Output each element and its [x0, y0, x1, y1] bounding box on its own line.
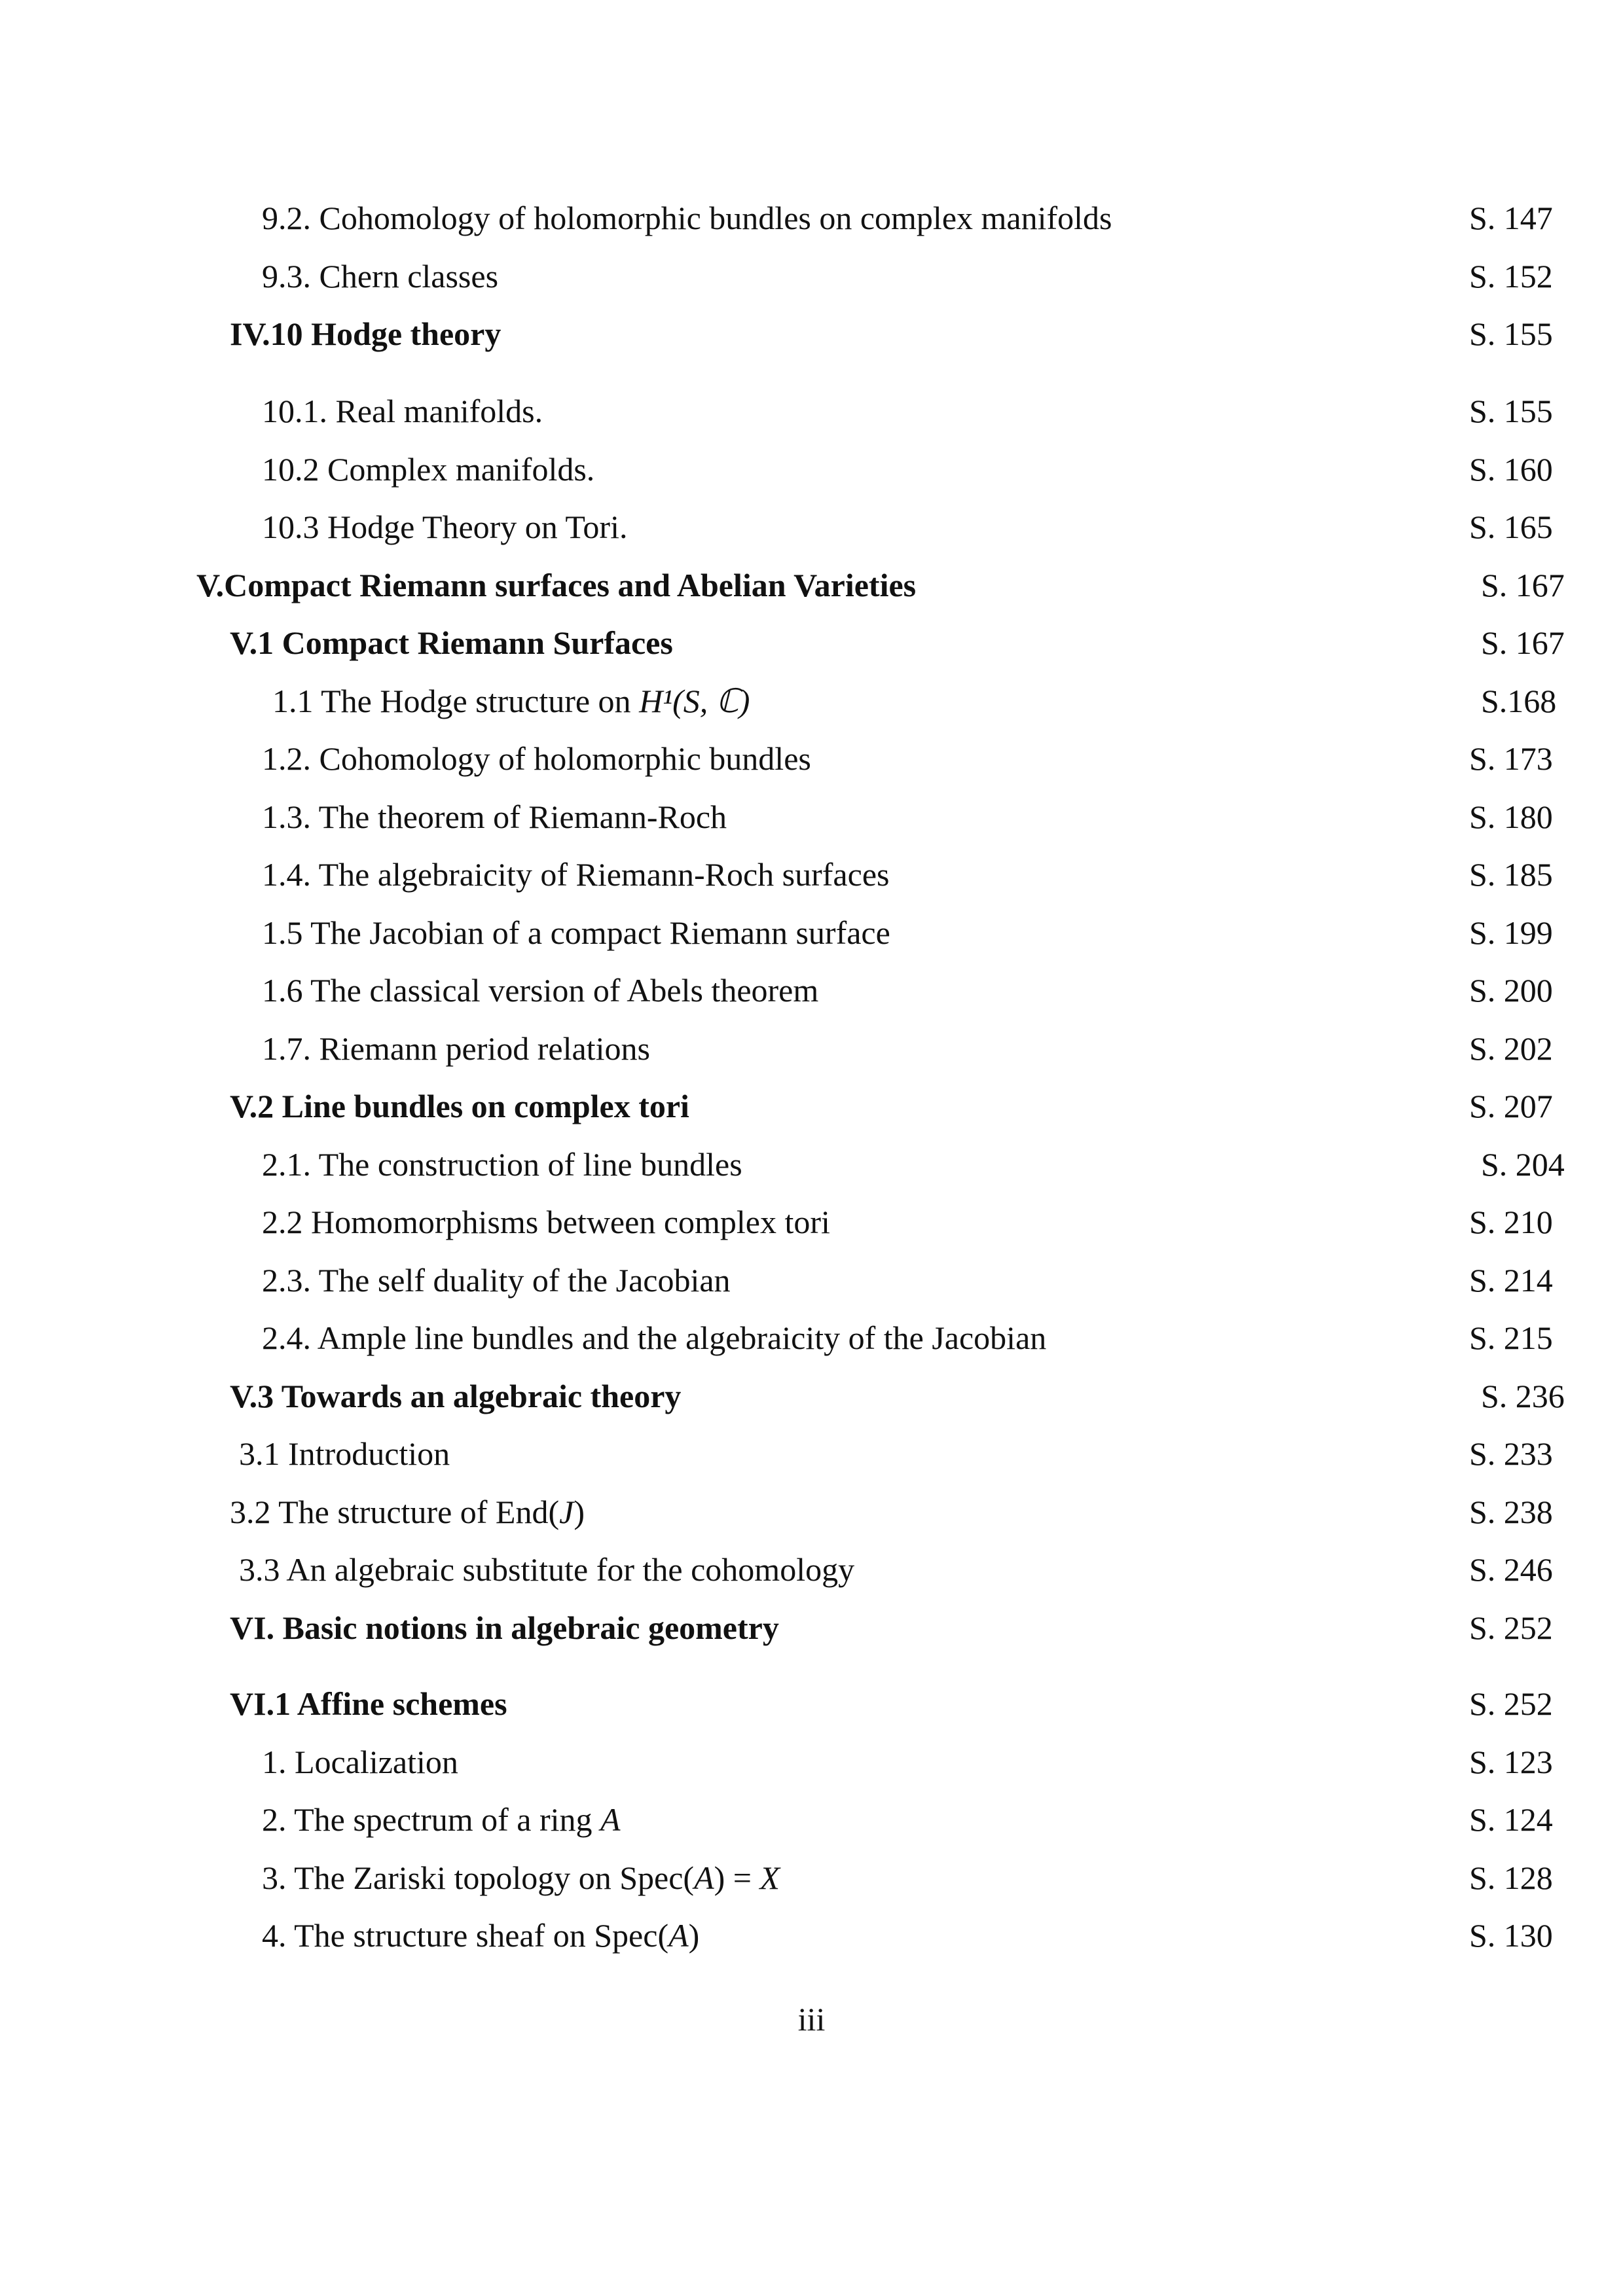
toc-entry-page: S. 204 — [1481, 1146, 1565, 1183]
toc-entry-page: S. 246 — [1469, 1551, 1553, 1588]
toc-entry-page: S. 214 — [1469, 1262, 1553, 1299]
toc-entry-title: 2.4. Ample line bundles and the algebraicity of the Jacobian — [262, 1319, 1047, 1356]
toc-entry-title: 9.2. Cohomology of holomorphic bundles on complex manifolds — [262, 200, 1112, 236]
toc-entry-page: S. 147 — [1469, 200, 1553, 236]
toc-entry-title-math: A — [694, 1859, 714, 1896]
toc-entry-page: S. 199 — [1469, 914, 1553, 951]
toc-entry — [0, 1431, 1623, 1477]
toc-entry-page: S. 210 — [1469, 1204, 1553, 1240]
toc-entry-title-math: J — [559, 1494, 574, 1530]
toc-entry — [0, 1855, 1623, 1901]
toc-entry-page: S. 252 — [1469, 1609, 1553, 1646]
toc-entry — [0, 504, 1623, 550]
toc-entry-page: S. 215 — [1469, 1319, 1553, 1356]
toc-section-heading — [0, 311, 1623, 357]
toc-entry-page: S. 167 — [1481, 567, 1565, 603]
toc-entry-page: S.168 — [1481, 683, 1557, 719]
toc-entry-title: IV.10 Hodge theory — [230, 315, 501, 352]
toc-entry-title: 3.3 An algebraic substitute for the cohomology — [239, 1551, 855, 1588]
toc-chapter-heading — [0, 562, 1623, 608]
toc-section-heading — [0, 1083, 1623, 1129]
toc-entry-title: 2.1. The construction of line bundles — [262, 1146, 742, 1183]
toc-section-heading — [0, 620, 1623, 666]
toc-entry-title-math: X — [759, 1859, 780, 1896]
toc-entry-title-text: 4. The structure sheaf on Spec( — [262, 1917, 669, 1954]
toc-entry-title — [230, 1489, 585, 1535]
toc-entry-title-text: 2. The spectrum of a ring — [262, 1801, 600, 1838]
toc-entry — [0, 1026, 1623, 1071]
toc-entry-title: 1. Localization — [262, 1744, 458, 1780]
toc-entry — [0, 388, 1623, 434]
toc-entry-title-text: 1.1 The Hodge structure on — [272, 683, 640, 719]
toc-entry — [0, 794, 1623, 840]
toc-entry — [0, 1141, 1623, 1187]
toc-entry — [0, 910, 1623, 956]
toc-entry-title: 1.4. The algebraicity of Riemann-Roch surfaces — [262, 856, 890, 893]
toc-entry-title: 1.5 The Jacobian of a compact Riemann surface — [262, 914, 890, 951]
toc-entry-title — [272, 678, 750, 724]
page-number: iii — [797, 2001, 826, 2037]
toc-entry-page: S. 167 — [1481, 624, 1565, 661]
toc-entry-title-math: A — [600, 1801, 621, 1838]
toc-entry-title: 10.3 Hodge Theory on Tori. — [262, 509, 628, 545]
toc-entry-page: S. 233 — [1469, 1435, 1553, 1472]
toc-entry — [0, 446, 1623, 492]
toc-entry-title: 1.6 The classical version of Abels theorem — [262, 972, 819, 1009]
toc-entry — [0, 1257, 1623, 1303]
toc-entry-title: 10.2 Complex manifolds. — [262, 451, 595, 488]
toc-entry — [0, 1739, 1623, 1785]
toc-entry-title: 2.2 Homomorphisms between complex tori — [262, 1204, 830, 1240]
toc-entry — [0, 678, 1623, 724]
toc-entry-page: S. 180 — [1469, 798, 1553, 835]
toc-entry-page: S. 236 — [1481, 1378, 1565, 1414]
toc-entry-title: 3.1 Introduction — [239, 1435, 450, 1472]
toc-entry-title: 2.3. The self duality of the Jacobian — [262, 1262, 731, 1299]
toc-entry-title-text: ) = — [714, 1859, 760, 1896]
toc-entry-title: 1.7. Riemann period relations — [262, 1030, 650, 1067]
toc-entry-title-text: 3. The Zariski topology on Spec( — [262, 1859, 695, 1896]
toc-entry-title-math: H¹(S, ℂ) — [639, 683, 750, 719]
toc-entry — [0, 736, 1623, 781]
toc-entry-page: S. 152 — [1469, 258, 1553, 295]
toc-entry — [0, 1547, 1623, 1592]
toc-entry-page: S. 200 — [1469, 972, 1553, 1009]
toc-entry-title: V.2 Line bundles on complex tori — [230, 1088, 689, 1124]
toc-section-heading — [0, 1681, 1623, 1727]
toc-entry-title — [262, 1797, 621, 1842]
toc-entry-title-math: A — [668, 1917, 689, 1954]
toc-entry-page: S. 128 — [1469, 1859, 1553, 1896]
toc-entry-page: S. 185 — [1469, 856, 1553, 893]
toc-entry — [0, 253, 1623, 299]
toc-entry — [0, 1912, 1623, 1958]
toc-entry-title: 1.3. The theorem of Riemann-Roch — [262, 798, 727, 835]
toc-entry — [0, 1797, 1623, 1842]
toc-entry-title: VI.1 Affine schemes — [230, 1685, 507, 1722]
toc-entry-page: S. 155 — [1469, 315, 1553, 352]
toc-entry — [0, 1199, 1623, 1245]
toc-entry-page: S. 202 — [1469, 1030, 1553, 1067]
toc-entry-title-text: 3.2 The structure of End( — [230, 1494, 560, 1530]
toc-entry-title: 9.3. Chern classes — [262, 258, 499, 295]
toc-entry-page: S. 173 — [1469, 740, 1553, 777]
toc-entry-page: S. 155 — [1469, 393, 1553, 429]
toc-chapter-heading — [0, 1605, 1623, 1651]
toc-entry — [0, 1315, 1623, 1361]
toc-entry-page: S. 165 — [1469, 509, 1553, 545]
toc-entry — [0, 852, 1623, 897]
toc-entry-title: V.1 Compact Riemann Surfaces — [230, 624, 673, 661]
toc-entry-page: S. 207 — [1469, 1088, 1553, 1124]
toc-entry-page: S. 160 — [1469, 451, 1553, 488]
toc-entry-page: S. 130 — [1469, 1917, 1553, 1954]
toc-entry-title-text: ) — [574, 1494, 585, 1530]
toc-entry-title: V.Compact Riemann surfaces and Abelian Varieties — [196, 567, 917, 603]
toc-entry-title: VI. Basic notions in algebraic geometry — [230, 1609, 779, 1646]
toc-entry — [0, 1489, 1623, 1535]
toc-section-heading — [0, 1373, 1623, 1419]
toc-entry-page: S. 238 — [1469, 1494, 1553, 1530]
toc-entry-title — [262, 1912, 699, 1958]
toc-entry-page: S. 124 — [1469, 1801, 1553, 1838]
toc-entry-title: V.3 Towards an algebraic theory — [230, 1378, 682, 1414]
toc-entry-page: S. 252 — [1469, 1685, 1553, 1722]
toc-entry-title: 1.2. Cohomology of holomorphic bundles — [262, 740, 811, 777]
toc-entry-title-text: ) — [688, 1917, 700, 1954]
toc-entry — [0, 967, 1623, 1013]
toc-entry-title — [262, 1855, 780, 1901]
toc-entry-page: S. 123 — [1469, 1744, 1553, 1780]
toc-entry-title: 10.1. Real manifolds. — [262, 393, 543, 429]
toc-entry — [0, 195, 1623, 241]
